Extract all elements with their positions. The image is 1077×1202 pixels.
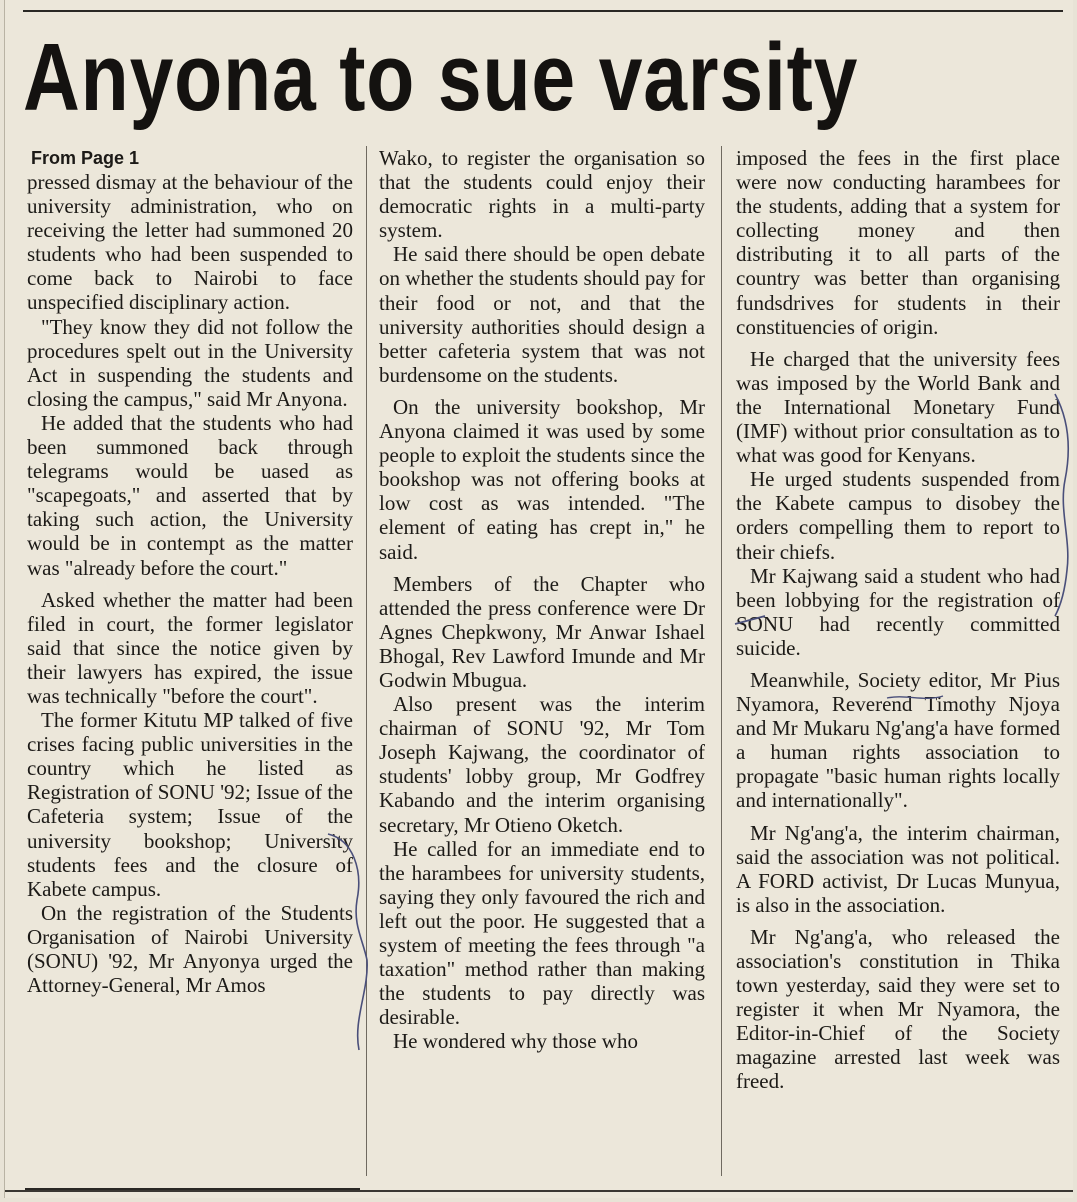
column-divider [366, 146, 367, 1176]
paragraph: Members of the Chapter who attended the press conference were Dr Agnes Chepkwony, Mr Anwar Ishael Bhogal, Rev Lawford Imunde and Mr Godwin Mbugua. [379, 571, 705, 692]
top-rule [23, 10, 1063, 12]
paragraph: He urged students suspended from the Kabete campus to disobey the orders compelling them to report to their chiefs. [736, 467, 1060, 564]
paragraph: He said there should be open debate on whether the students should pay for their food or not, and that the university authorities should design a better cafeteria system that was not burdensome on the students. [379, 242, 705, 387]
article-column-3 [736, 146, 1060, 1094]
paragraph: He wondered why those who [393, 1029, 638, 1054]
from-page-label: From Page 1 [31, 148, 140, 168]
paragraph: Mr Ng'ang'a, who released the association's constitution in Thika town yesterday, said they were set to register it when Mr Nyamora, the Editor-in-Chief of the Society magazine arrested last week was freed. [736, 924, 1060, 1094]
paragraph: The former Kitutu MP talked of five crises facing public universities in the country which he listed as Registration of SONU '92; Issue of the Cafeteria system; Issue of the university bookshop; University students fees and the closure of Kabete campus. [27, 708, 353, 901]
article-column-2 [379, 146, 705, 1053]
paragraph: Also present was the interim chairman of SONU '92, Mr Tom Joseph Kajwang, the coordinator of students' lobby group, Mr Godfrey Kabando and the interim organising secretary, Mr Otieno Oketch. [379, 692, 705, 837]
paragraph: Mr Kajwang said a student who had been lobbying for the registration of SONU had recently committed suicide. [736, 563, 1060, 660]
headline: Anyona to sue varsity [23, 24, 859, 131]
paragraph: Mr Ng'ang'a, the interim chairman, said the association was not political. A FORD activist, Dr Lucas Munyua, is also in the association. [736, 820, 1060, 917]
article-column-1 [27, 146, 353, 997]
paragraph: He called for an immediate end to the harambees for university students, saying they only favoured the rich and left out the poor. He suggested that a system of meeting the fees through "a taxation" method rather than making the students to pay directly was desirable. [379, 836, 705, 1030]
paragraph: On the university bookshop, Mr Anyona claimed it was used by some people to exploit the students since the bookshop was not offering books at low cost as was intended. "The element of eating has crept in," he said. [379, 394, 705, 564]
paragraph: Wako, to register the organisation so that the students could enjoy their democratic rights in a multi-party system. [379, 146, 705, 243]
paragraph: On the registration of the Students Organisation of Nairobi University (SONU) '92, Mr Anyonya urged the Attorney-General, Mr Amos [27, 900, 353, 998]
paragraph: imposed the fees in the first place were now conducting harambees for the students, adding that a system for collecting money and then distributing it to all parts of the country was better than organising fundsdrives for students in their constituencies of origin. [736, 146, 1060, 339]
paragraph: Meanwhile, Society editor, Mr Pius Nyamora, Reverend Timothy Njoya and Mr Mukaru Ng'ang'a have formed a human rights association to propagate "basic human rights locally and internationally". [736, 667, 1060, 813]
paragraph: He charged that the university fees was imposed by the World Bank and the International Monetary Fund (IMF) without prior consultation as to what was good for Kenyans. [736, 346, 1060, 468]
bottom-bar [25, 1188, 360, 1198]
paragraph: pressed dismay at the behaviour of the university administration, who on receiving the letter had summoned 20 students who had been suspended to come back to Nairobi to face unspecified disciplinary action. [27, 170, 353, 315]
paragraph: Asked whether the matter had been filed in court, the former legislator said that since the notice given by their lawyers has expired, the issue was technically "before the court". [27, 587, 353, 708]
column-divider [721, 146, 722, 1176]
paragraph: He added that the students who had been summoned back through telegrams would be uased as "scapegoats," and asserted that by taking such action, the University would be in contempt as the matter was "already before the court." [27, 410, 353, 580]
paragraph: "They know they did not follow the procedures spelt out in the University Act in suspending the students and closing the campus," said Mr Anyona. [27, 314, 353, 411]
newspaper-clipping [4, 0, 1073, 1198]
